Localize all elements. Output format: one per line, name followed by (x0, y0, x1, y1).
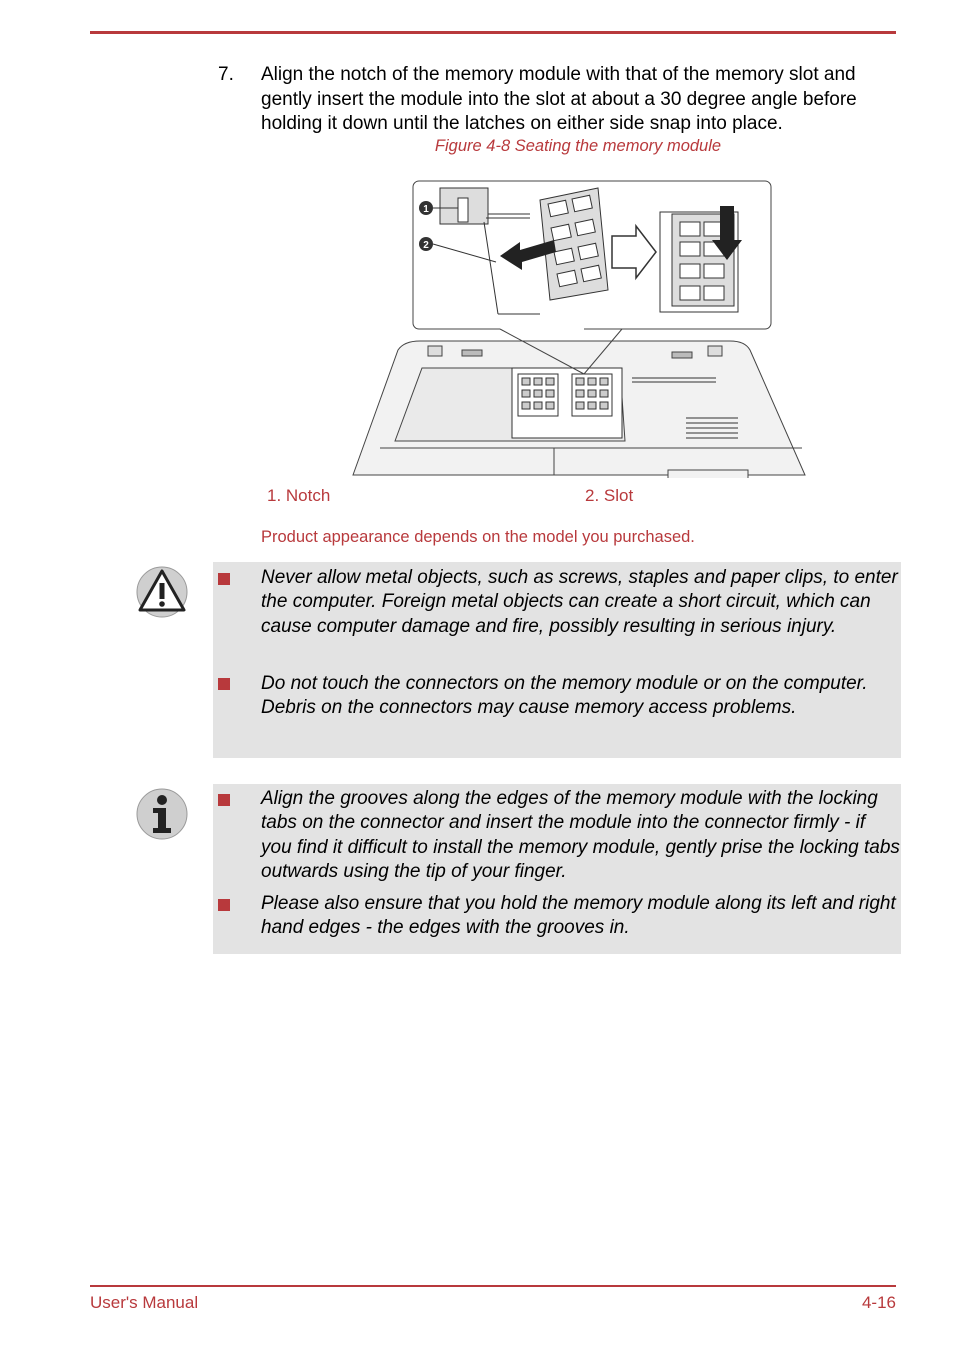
label-notch: 1. Notch (267, 486, 331, 505)
info-box (213, 784, 901, 954)
footer-rule (90, 1285, 896, 1287)
warning-item-1: Never allow metal objects, such as screws, staples and paper clips, to enter the computer. Foreign metal objects can create a short circuit, which can cause computer damage and fire, possibly resulting in serious injury. (261, 567, 898, 637)
footer-title: User's Manual (90, 1293, 199, 1312)
step-text: Align the notch of the memory module with that of the memory slot and gently insert the module into the slot at about a 30 degree angle before holding it down until the latches on either side snap into place. (261, 64, 857, 134)
product-note: Product appearance depends on the model you purchased. (261, 528, 695, 546)
callout-2 (419, 237, 433, 251)
memory-slots-on-base (512, 368, 622, 438)
warning-box (213, 562, 901, 758)
figure-caption: Figure 4-8 Seating the memory module (434, 137, 722, 155)
bullet-marker (218, 678, 230, 690)
info-icon (136, 788, 188, 840)
callout-1 (419, 201, 433, 215)
warning-triangle-icon (136, 566, 188, 618)
bullet-marker (218, 794, 230, 806)
bullet-marker (218, 573, 230, 585)
info-item-2: Please also ensure that you hold the memory module along its left and right hand edges - the edges with the grooves in. (261, 893, 896, 939)
step-number: 7. (218, 64, 234, 85)
label-slot: 2. Slot (585, 486, 634, 505)
warning-item-2: Do not touch the connectors on the memory module or on the computer. Debris on the connectors may cause memory access problems. (261, 673, 868, 719)
header-rule (90, 31, 896, 34)
bullet-marker (218, 899, 230, 911)
memory-module-figure (350, 178, 810, 478)
callout-1-number: 1 (423, 204, 429, 215)
info-item-1: Align the grooves along the edges of the memory module with the locking tabs on the connector and insert the module into the connector firmly - if you find it difficult to install the memory module, gently prise the locking tabs outwards using the tip of your finger. (261, 788, 900, 883)
page-number: 4-16 (861, 1293, 896, 1312)
callout-2-number: 2 (423, 240, 429, 251)
